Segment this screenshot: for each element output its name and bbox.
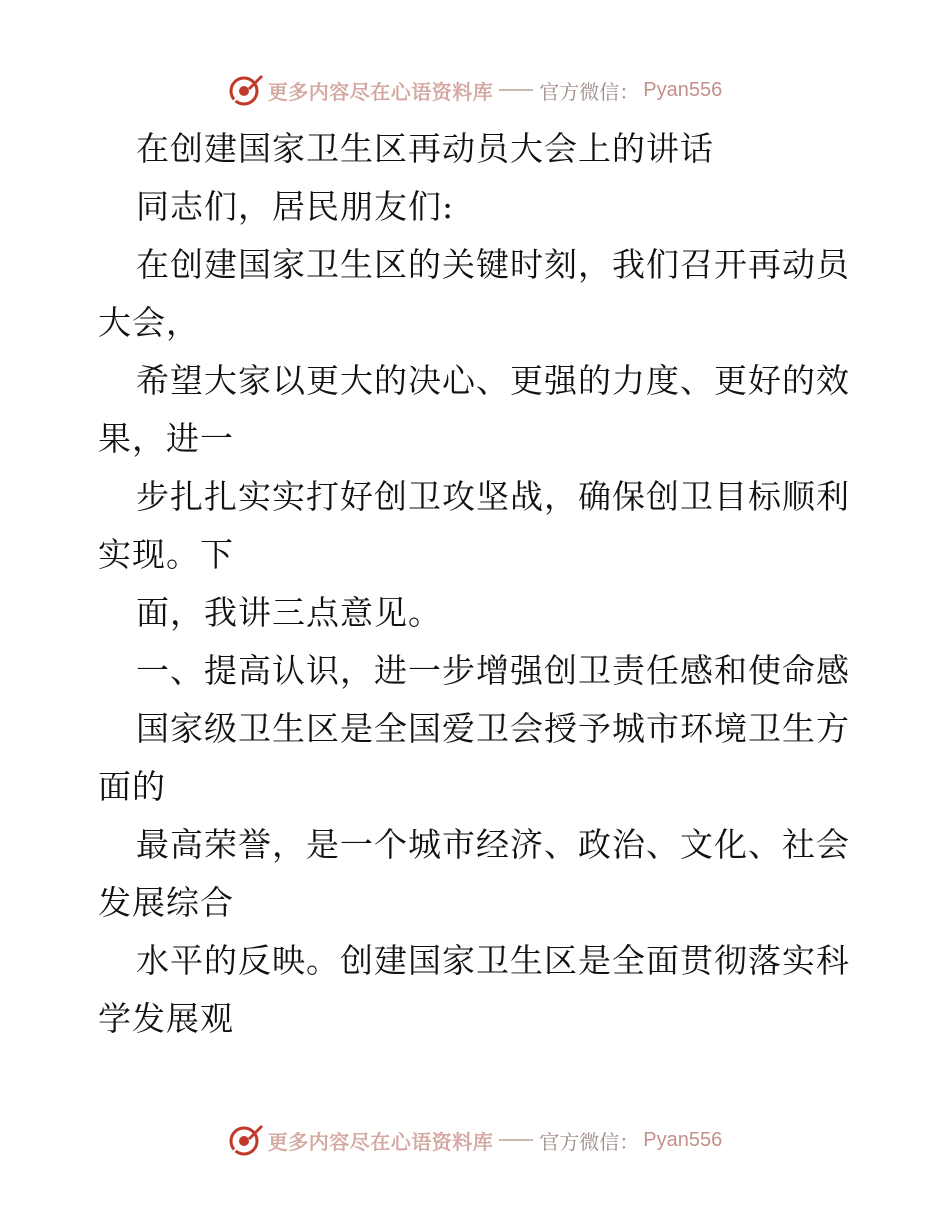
header-banner xyxy=(0,70,950,110)
banner-wechat-id: Pyan556 xyxy=(643,78,723,101)
paragraph-line: 步扎扎实实打好创卫攻坚战，确保创卫目标顺利 xyxy=(136,477,850,516)
document-body xyxy=(98,120,868,1048)
paragraph-line: 国家级卫生区是全国爱卫会授予城市环境卫生方 xyxy=(136,709,850,748)
paragraph-line: 面的 xyxy=(98,767,166,806)
paragraph-line: 果，进一 xyxy=(98,419,234,458)
paragraph-line: 学发展观 xyxy=(98,999,234,1038)
banner-official-label: 官方微信： xyxy=(539,1129,640,1154)
footer-banner xyxy=(0,1120,950,1160)
section-heading: 一、提高认识，进一步增强创卫责任感和使命感 xyxy=(136,651,850,690)
paragraph-line: 希望大家以更大的决心、更强的力度、更好的效 xyxy=(136,361,850,400)
brand-logo-icon xyxy=(228,72,264,108)
paragraph-line: 在创建国家卫生区的关键时刻，我们召开再动员 xyxy=(136,245,850,284)
paragraph-line: 最高荣誉，是一个城市经济、政治、文化、社会 xyxy=(136,825,850,864)
salutation: 同志们，居民朋友们: xyxy=(136,187,455,226)
banner-wechat-id: Pyan556 xyxy=(643,1128,723,1151)
paragraph-line: 大会， xyxy=(98,303,200,342)
banner-dash xyxy=(499,1139,533,1141)
paragraph-line: 实现。下 xyxy=(98,535,234,574)
document-title: 在创建国家卫生区再动员大会上的讲话 xyxy=(136,129,714,168)
banner-site-text: 更多内容尽在心语资料库 xyxy=(267,79,494,104)
brand-logo-icon xyxy=(228,1122,264,1158)
paragraph-line: 面，我讲三点意见。 xyxy=(136,593,442,632)
banner-official-label: 官方微信： xyxy=(539,79,640,104)
banner-dash xyxy=(499,89,533,91)
banner-site-text: 更多内容尽在心语资料库 xyxy=(267,1129,494,1154)
paragraph-line: 发展综合 xyxy=(98,883,234,922)
paragraph-line: 水平的反映。创建国家卫生区是全面贯彻落实科 xyxy=(136,941,850,980)
